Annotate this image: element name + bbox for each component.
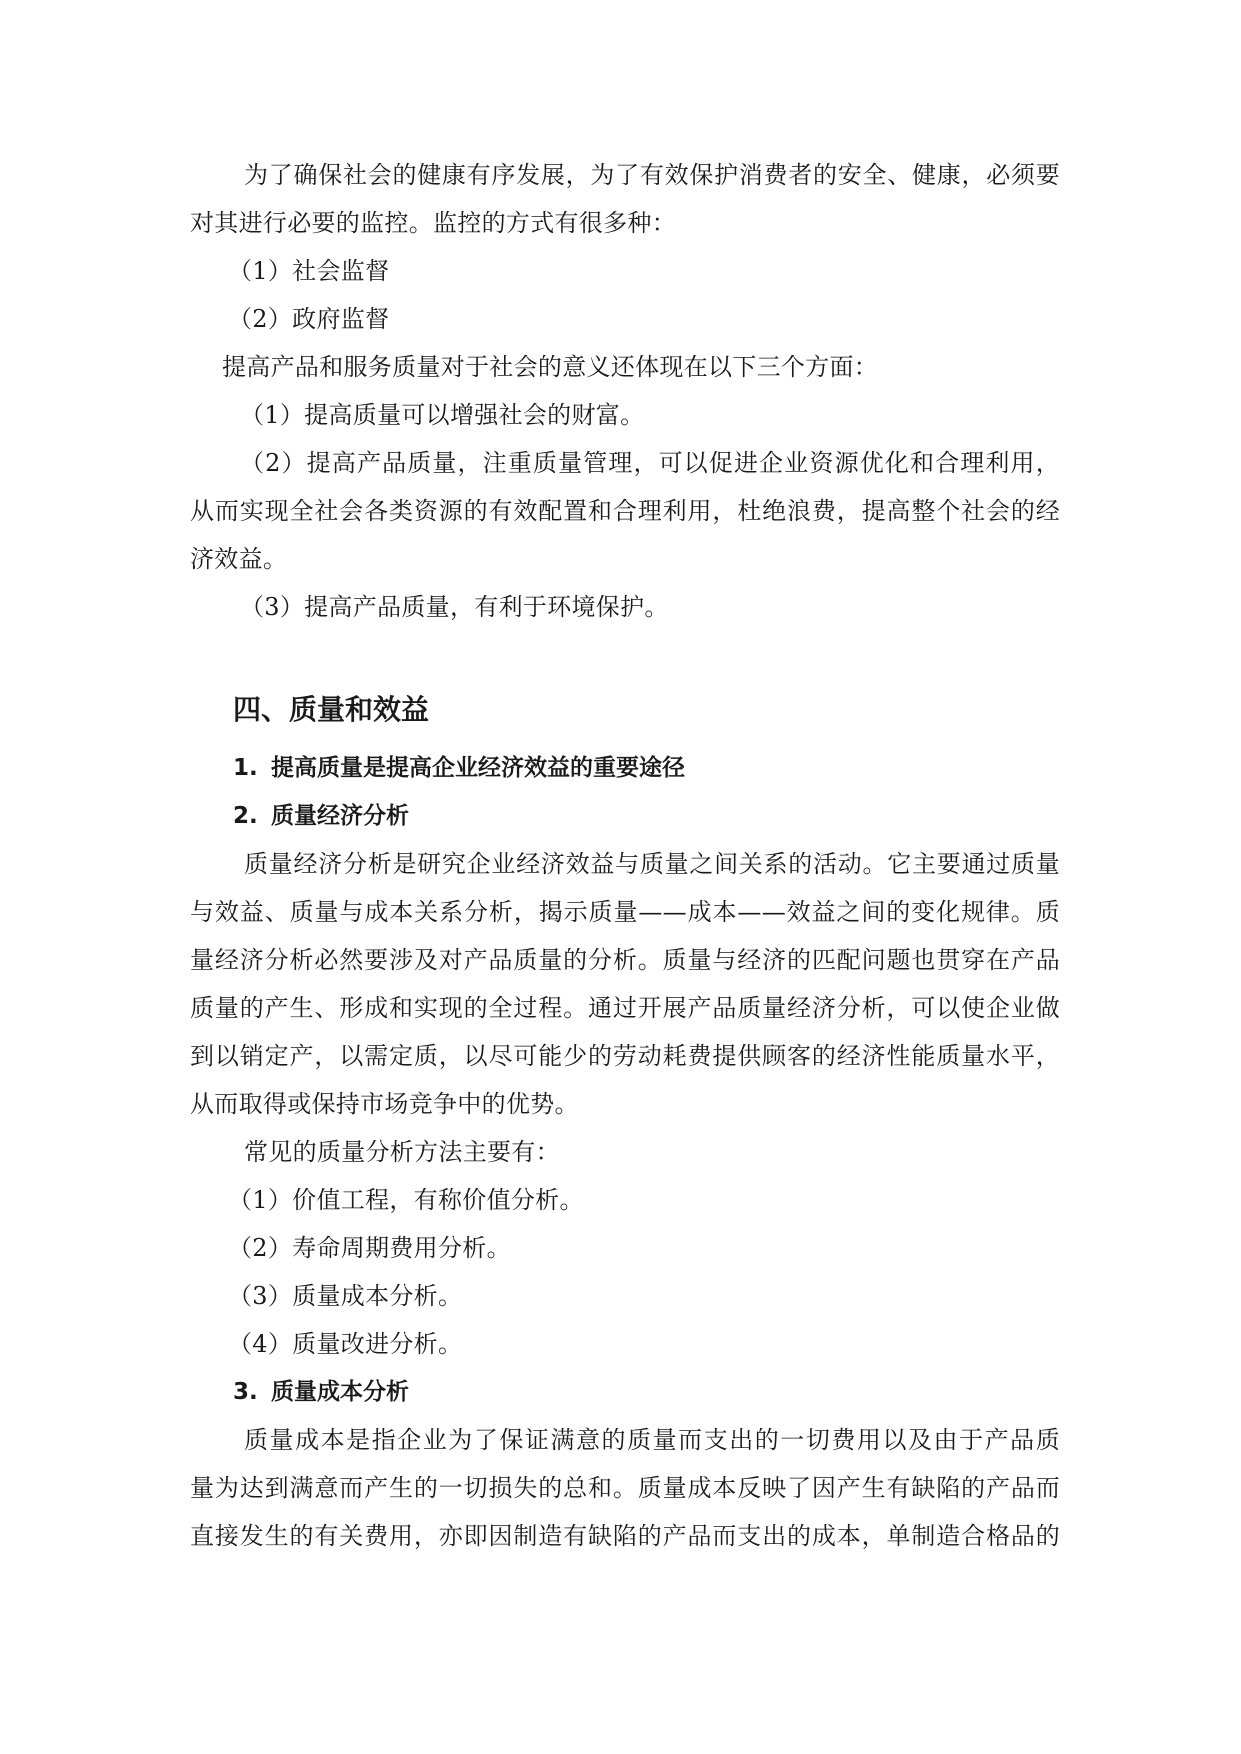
list-item: （2）政府监督 (228, 305, 390, 333)
subheading-text: 提高质量是提高企业经济效益的重要途径 (271, 755, 685, 781)
subheading-1 (233, 753, 685, 783)
list-item: （3）提高产品质量，有利于环境保护。 (240, 593, 669, 621)
subheading-text: 质量成本分析 (271, 1379, 409, 1405)
list-item: （1）提高质量可以增强社会的财富。 (240, 401, 645, 429)
subheading-2 (233, 801, 409, 831)
list-item: （2）寿命周期费用分析。 (228, 1234, 511, 1262)
list-item: （3）质量成本分析。 (228, 1282, 463, 1310)
list-item-line-3: 济效益。 (190, 545, 288, 573)
list-item-line-2: 从而实现全社会各类资源的有效配置和合理利用，杜绝浪费，提高整个社会的经 (190, 497, 1060, 525)
section-heading: 四、质量和效益 (233, 693, 430, 726)
paragraph-line: 量为达到满意而产生的一切损失的总和。质量成本反映了因产生有缺陷的产品而 (190, 1474, 1060, 1502)
list-item-line-1: （2）提高产品质量，注重质量管理，可以促进企业资源优化和合理利用， (240, 449, 1060, 477)
list-item: （1）社会监督 (228, 257, 390, 285)
methods-intro: 常见的质量分析方法主要有： (244, 1138, 560, 1166)
para-monitoring-line-2: 对其进行必要的监控。监控的方式有很多种： (190, 209, 676, 237)
paragraph-line: 直接发生的有关费用，亦即因制造有缺陷的产品而支出的成本，单制造合格品的 (190, 1522, 1060, 1550)
paragraph-line: 质量的产生、形成和实现的全过程。通过开展产品质量经济分析，可以使企业做 (190, 994, 1060, 1022)
paragraph-line: 质量成本是指企业为了保证满意的质量而支出的一切费用以及由于产品质 (244, 1426, 1060, 1454)
paragraph-line: 到以销定产，以需定质，以尽可能少的劳动耗费提供顾客的经济性能质量水平， (190, 1042, 1060, 1070)
para-monitoring-line-1: 为了确保社会的健康有序发展，为了有效保护消费者的安全、健康，必须要 (244, 161, 1060, 189)
paragraph-line: 质量经济分析是研究企业经济效益与质量之间关系的活动。它主要通过质量 (244, 850, 1060, 878)
list-item: （4）质量改进分析。 (228, 1330, 463, 1358)
paragraph-line: 从而取得或保持市场竞争中的优势。 (190, 1090, 579, 1118)
subheading-number: 2. (233, 803, 258, 829)
subheading-number: 1. (233, 755, 258, 781)
para-significance-intro: 提高产品和服务质量对于社会的意义还体现在以下三个方面： (222, 353, 879, 381)
paragraph-line: 量经济分析必然要涉及对产品质量的分析。质量与经济的匹配问题也贯穿在产品 (190, 946, 1060, 974)
subheading-3 (233, 1377, 409, 1407)
paragraph-line: 与效益、质量与成本关系分析，揭示质量——成本——效益之间的变化规律。质 (190, 898, 1060, 926)
list-item: （1）价值工程，有称价值分析。 (228, 1186, 584, 1214)
subheading-text: 质量经济分析 (271, 803, 409, 829)
subheading-number: 3. (233, 1379, 258, 1405)
